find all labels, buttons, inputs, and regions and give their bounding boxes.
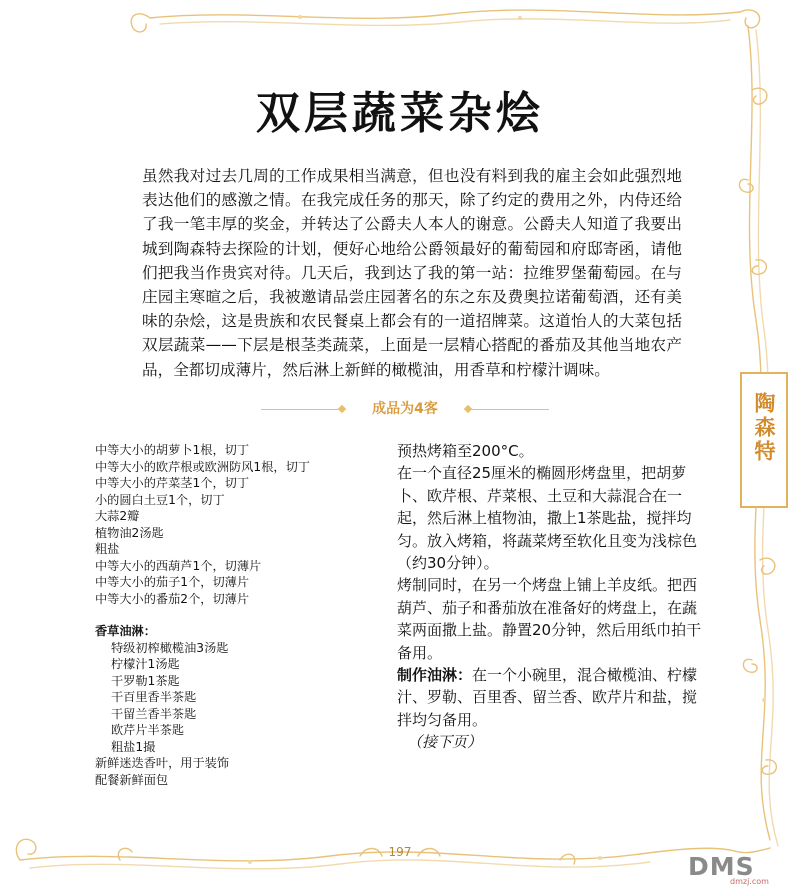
- page-number: 197: [388, 845, 412, 859]
- dressing-title: 香草油淋：: [95, 624, 156, 638]
- ingredient-item: 中等大小的欧芹根或欧洲防风1根，切丁: [95, 459, 310, 474]
- dressing-item: 柠檬汁1汤匙: [111, 657, 180, 671]
- dressing-step-text: 在一个小碗里，混合橄榄油、柠檬汁、罗勒、百里香、留兰香、欧芹片和盐，搅拌均匀备用。: [397, 666, 698, 729]
- dressing-step-label: 制作油淋：: [397, 666, 473, 685]
- spacer: [95, 607, 395, 623]
- watermark-subtext: dmzj.com: [730, 877, 769, 886]
- ingredients-list: [95, 442, 395, 788]
- ingredient-item: 中等大小的西葫芦1个，切薄片: [95, 558, 262, 573]
- extra-item: 新鲜迷迭香叶，用于装饰: [95, 756, 230, 770]
- ingredient-item: 粗盐: [95, 542, 120, 556]
- continued-note: （接下页）: [407, 733, 483, 752]
- ingredient-item: 植物油2汤匙: [95, 525, 164, 540]
- chapter-tab-label: 陶森特: [752, 392, 776, 464]
- divider-line-right: [471, 409, 549, 410]
- ingredient-item: 中等大小的胡萝卜1根，切丁: [95, 443, 250, 457]
- dressing-item: 特级初榨橄榄油3汤匙: [111, 640, 229, 655]
- recipe-title: 双层蔬菜杂烩: [256, 88, 544, 139]
- ingredient-item: 中等大小的番茄2个，切薄片: [95, 591, 250, 606]
- dressing-item: 欧芹片半茶匙: [111, 723, 185, 737]
- chapter-tab: [740, 372, 788, 508]
- method-step-dressing: [397, 664, 702, 731]
- method-steps: [397, 440, 702, 754]
- ingredient-item: 中等大小的茄子1个，切薄片: [95, 575, 250, 589]
- watermark-text: DMS: [688, 852, 755, 881]
- method-step: 在一个直径25厘米的椭圆形烤盘里，把胡萝卜、欧芹根、芹菜根、土豆和大蒜混合在一起，然后淋上植物油，撒上1茶匙盐，搅拌均匀。放入烤箱，将蔬菜烤至软化且变为浅棕色（约30分钟）。: [397, 464, 698, 573]
- extra-item: 配餐新鲜面包: [95, 772, 169, 787]
- dressing-item: 干留兰香半茶匙: [111, 706, 197, 721]
- dressing-item: 干百里香半茶匙: [111, 690, 197, 704]
- ingredient-item: 中等大小的芹菜茎1个，切丁: [95, 476, 250, 490]
- method-step: 预热烤箱至200°C。: [397, 442, 534, 460]
- yield-divider: [255, 398, 555, 420]
- dressing-item: 干罗勒1茶匙: [111, 673, 180, 688]
- dressing-item: 粗盐1撮: [111, 739, 156, 754]
- ingredient-item: 大蒜2瓣: [95, 509, 140, 523]
- method-step: 烤制同时，在另一个烤盘上铺上羊皮纸。把西葫芦、茄子和番茄放在准备好的烤盘上，在蔬菜两面撒上盐。静置20分钟，然后用纸巾拍干备用。: [397, 576, 702, 662]
- site-watermark-logo: [688, 852, 769, 886]
- ingredient-item: 小的圆白土豆1个，切丁: [95, 492, 225, 507]
- intro-paragraph: 虽然我对过去几周的工作成果相当满意，但也没有料到我的雇主会如此强烈地表达他们的感激之情。在我完成任务的那天，除了约定的费用之外，内侍还给了我一笔丰厚的奖金，并转达了公爵夫人本人的谢意。公爵夫人知道了我要出城到陶森特去探险的计划，便好心地给公爵领最好的葡萄园和府邸寄函，请他们把我当作贵宾对待。几天后，我到达了我的第一站：拉维罗堡葡萄园。在与庄园主寒暄之后，我被邀请品尝庄园著名的东之东及费奥拉诺葡萄酒，还有美味的杂烩，这是贵族和农民餐桌上都会有的一道招牌菜。这道怡人的大菜包括双层蔬菜——下层是根茎类蔬菜，上面是一层精心搭配的番茄及其他当地农产品，全都切成薄片，然后淋上新鲜的橄榄油，用香草和柠檬汁调味。: [142, 167, 682, 379]
- yield-label: 成品为4客: [372, 401, 438, 417]
